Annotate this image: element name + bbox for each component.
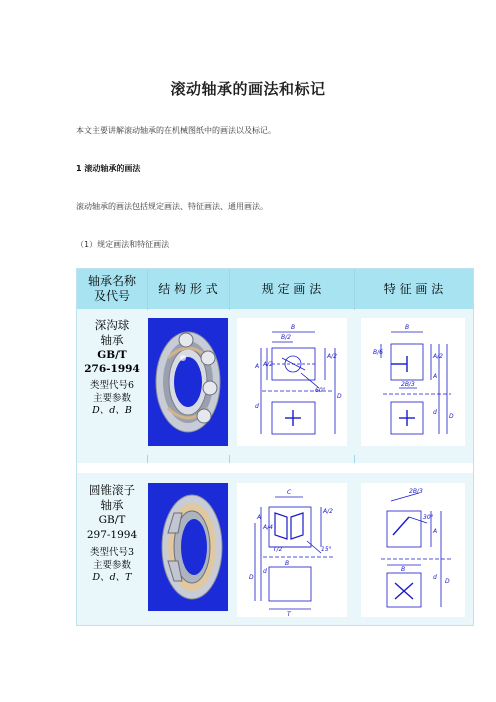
- dim-label: A/2: [323, 508, 333, 515]
- feature-drawing-ball: [361, 318, 465, 446]
- header-feature: 特 征 画 法: [383, 281, 444, 296]
- tapered-roller-bearing-image: [148, 483, 228, 611]
- dim-label: 2B/3: [409, 488, 423, 495]
- table-row: [77, 473, 473, 625]
- dim-label: 15°: [321, 546, 332, 553]
- dim-label: d: [263, 568, 267, 575]
- ball-bearing-image: [148, 318, 228, 446]
- row-name-line: 深沟球: [94, 318, 130, 332]
- intro-text: 本文主要讲解滚动轴承的在机械图纸中的画法以及标记。: [76, 126, 276, 135]
- section-heading: 1 滚动轴承的画法: [76, 164, 141, 173]
- row-standard-line: 276-1994: [84, 363, 140, 375]
- dim-label: 30°: [423, 514, 434, 521]
- dim-label: T: [287, 611, 291, 617]
- dim-label: B: [285, 560, 290, 567]
- header-specified: 规 定 画 法: [261, 281, 322, 296]
- dim-label: C: [287, 489, 292, 496]
- dim-label: 60°: [315, 387, 326, 394]
- row-name-line: 圆锥滚子: [89, 483, 135, 497]
- specified-drawing-tapered: [237, 483, 347, 617]
- row-standard-line: 297-1994: [86, 529, 138, 541]
- row-name-cell: [81, 483, 143, 585]
- dim-label: A: [433, 528, 438, 535]
- dim-label: D: [337, 393, 342, 400]
- row-param-label: 主要参数: [92, 392, 131, 404]
- dim-label: B: [405, 324, 410, 331]
- table-row: [77, 310, 473, 455]
- dim-label: B/6: [373, 349, 383, 356]
- row-params: D、d、T: [92, 572, 132, 583]
- dim-label: D: [449, 413, 454, 420]
- row-type-code: 类型代号6: [89, 380, 135, 391]
- dim-label: A: [255, 363, 260, 370]
- row-name-cell: [81, 318, 143, 418]
- header-structure: 结 构 形 式: [158, 281, 218, 296]
- row-params: D、d、B: [92, 405, 132, 416]
- row-name-line: 轴承: [100, 498, 124, 512]
- dim-label: A/2: [327, 353, 337, 360]
- dim-label: T/2: [273, 546, 283, 553]
- dim-label: d: [433, 574, 437, 581]
- row-name-line: 轴承: [100, 333, 124, 347]
- header-name-line2: 及代号: [93, 289, 130, 303]
- row-standard-line: GB/T: [98, 514, 126, 526]
- subheading: （1）规定画法和特征画法: [76, 240, 170, 249]
- dim-label: A/2: [263, 361, 273, 368]
- header-name-line1: 轴承名称: [87, 274, 136, 288]
- bearing-table: [76, 268, 474, 626]
- row-divider: [77, 463, 473, 473]
- dim-label: B: [401, 566, 406, 573]
- paragraph-text: 滚动轴承的画法包括规定画法、特征画法、通用画法。: [76, 202, 268, 211]
- dim-label: D: [445, 578, 450, 585]
- row-param-label: 主要参数: [92, 559, 131, 571]
- dim-label: D: [249, 574, 254, 581]
- feature-drawing-tapered: [361, 483, 465, 617]
- dim-label: A/2: [433, 353, 443, 360]
- dim-label: A: [433, 373, 438, 380]
- dim-label: 2B/3: [401, 381, 415, 388]
- header-name: [77, 269, 147, 309]
- specified-drawing-ball: [237, 318, 347, 446]
- dim-label: d: [255, 403, 259, 410]
- dim-label: A/4: [263, 524, 273, 531]
- table-header: [77, 269, 473, 309]
- dim-label: B: [291, 324, 296, 331]
- dim-label: B/2: [281, 334, 291, 341]
- page-title: 滚动轴承的画法和标记: [170, 80, 326, 98]
- row-standard-line: GB/T: [97, 349, 127, 361]
- row-type-code: 类型代号3: [89, 547, 135, 558]
- dim-label: d: [433, 409, 437, 416]
- dim-label: A: [257, 514, 262, 521]
